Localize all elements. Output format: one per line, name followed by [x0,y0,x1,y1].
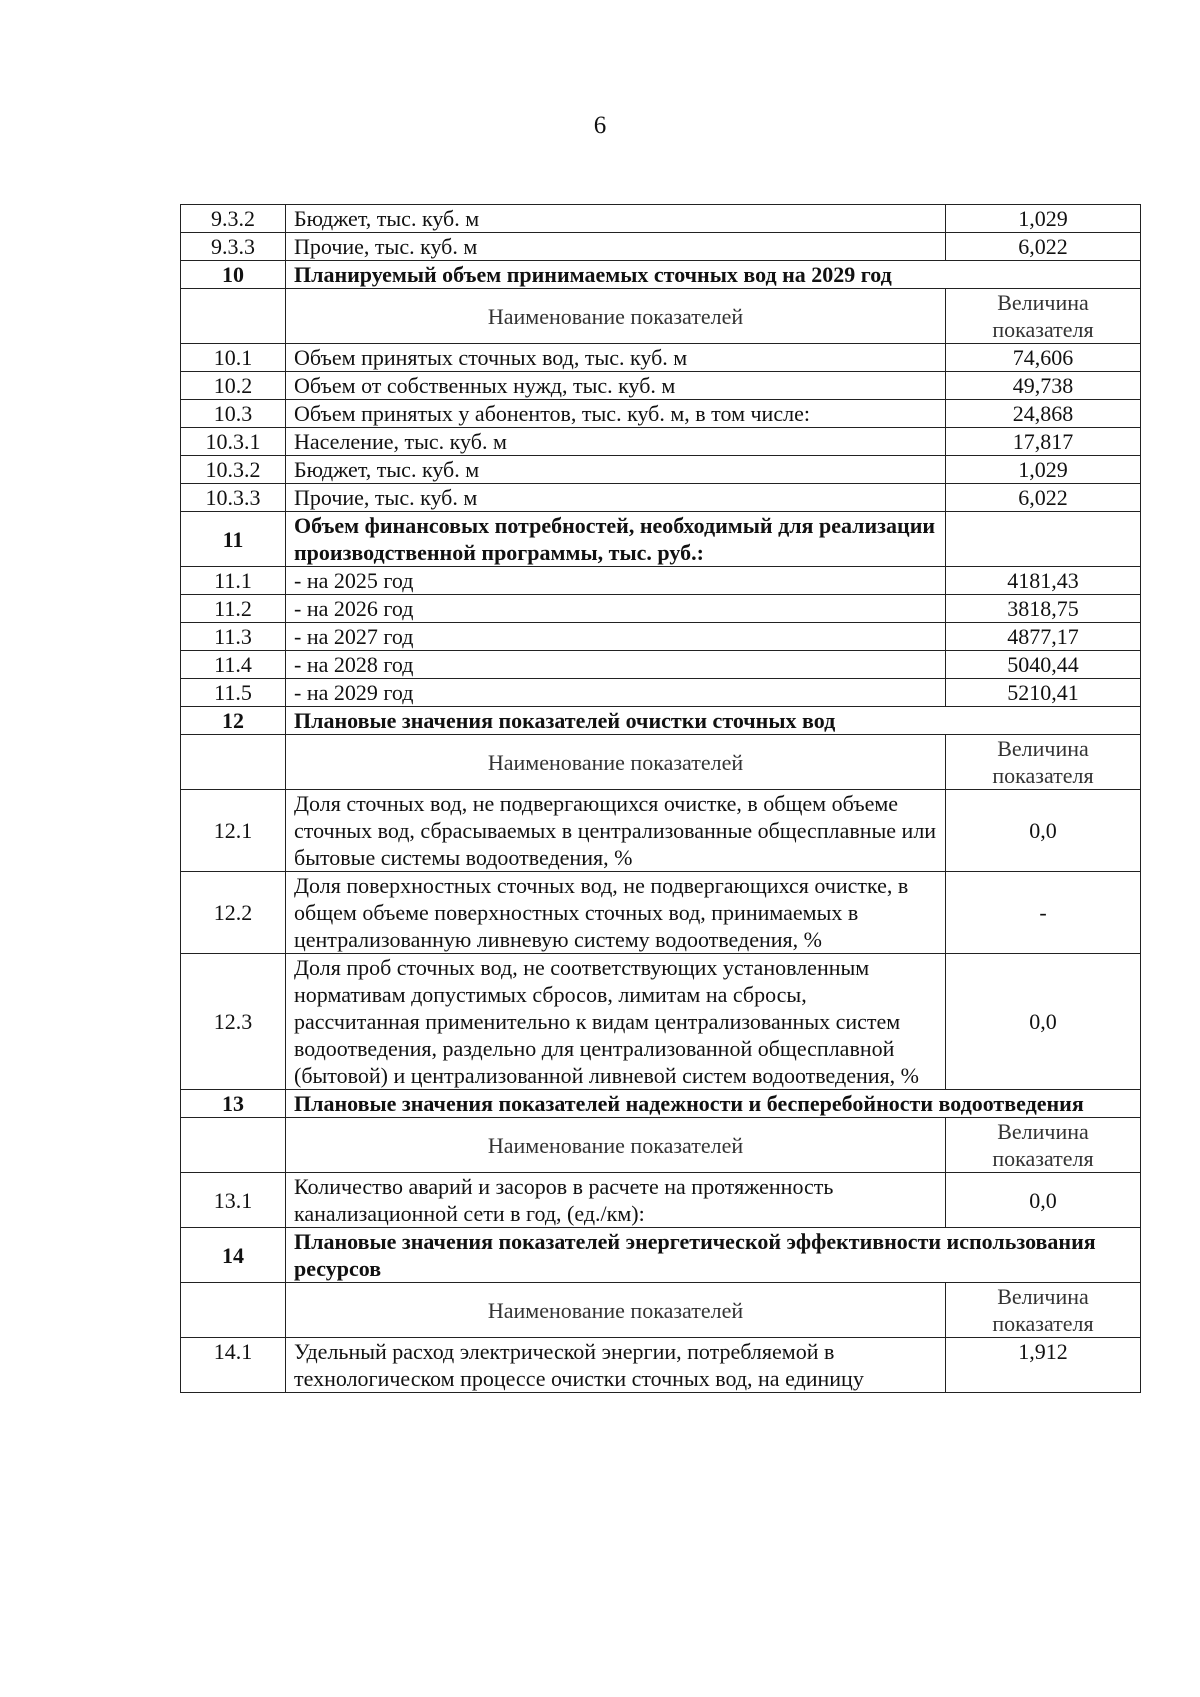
table-header-row [181,1118,1141,1173]
section-number: 11 [181,512,286,567]
page-number: 6 [593,112,607,139]
table-row [181,1338,1141,1393]
indicator-name: Доля проб сточных вод, не соответствующих установленным нормативам допустимых сбросов, лимитам на сбросы, рассчитанная применительно к видам централизованных систем водоотведения, раздельно для централизованной общесплавной (бытовой) и централизованной ливневой систем водоотведения, % [286,954,946,1090]
table-header-row [181,289,1141,344]
row-number: 9.3.2 [181,205,286,233]
table-row [181,872,1141,954]
indicator-name: Удельный расход электрической энергии, потребляемой в технологическом процессе очистки сточных вод, на единицу [286,1338,946,1393]
indicator-name: Бюджет, тыс. куб. м [286,205,946,233]
table-row [181,623,1141,651]
section-row [181,512,1141,567]
row-number: 14.1 [181,1338,286,1393]
indicators-table [180,204,1141,1393]
indicator-name: Прочие, тыс. куб. м [286,233,946,261]
section-value [946,512,1141,567]
row-number: 11.3 [181,623,286,651]
row-number: 10.3.3 [181,484,286,512]
indicator-value: 4181,43 [946,567,1141,595]
row-number: 12.1 [181,790,286,872]
header-value-label: Величина показателя [946,289,1141,344]
table-row [181,205,1141,233]
row-number: 11.1 [181,567,286,595]
indicator-name: - на 2027 год [286,623,946,651]
indicator-value: 4877,17 [946,623,1141,651]
table-row [181,1173,1141,1228]
indicator-value: 74,606 [946,344,1141,372]
table-row [181,428,1141,456]
section-number: 13 [181,1090,286,1118]
row-number: 11.5 [181,679,286,707]
row-number: 10.2 [181,372,286,400]
indicator-value: 0,0 [946,954,1141,1090]
row-number: 11.4 [181,651,286,679]
indicator-value: 24,868 [946,400,1141,428]
table-row [181,567,1141,595]
table-row [181,790,1141,872]
section-title: Планируемый объем принимаемых сточных вод на 2029 год [286,261,1141,289]
indicator-name: Количество аварий и засоров в расчете на протяженность канализационной сети в год, (ед./км): [286,1173,946,1228]
indicator-name: Население, тыс. куб. м [286,428,946,456]
section-number: 10 [181,261,286,289]
table-row [181,484,1141,512]
table-header-row [181,1283,1141,1338]
section-row [181,1228,1141,1283]
table-row [181,456,1141,484]
header-value-label: Величина показателя [946,1118,1141,1173]
section-title: Плановые значения показателей надежности и бесперебойности водоотведения [286,1090,1141,1118]
indicator-name: - на 2026 год [286,595,946,623]
indicator-value: 6,022 [946,233,1141,261]
header-value-label: Величина показателя [946,735,1141,790]
row-number: 12.3 [181,954,286,1090]
header-empty-cell [181,1118,286,1173]
table-row [181,344,1141,372]
row-number: 12.2 [181,872,286,954]
indicator-name: - на 2028 год [286,651,946,679]
row-number: 9.3.3 [181,233,286,261]
indicator-value: 0,0 [946,790,1141,872]
indicator-value: 0,0 [946,1173,1141,1228]
header-value-label: Величина показателя [946,1283,1141,1338]
section-row [181,261,1141,289]
section-row [181,1090,1141,1118]
row-number: 10.1 [181,344,286,372]
row-number: 10.3.1 [181,428,286,456]
header-name-label: Наименование показателей [286,735,946,790]
indicator-value: 1,029 [946,205,1141,233]
indicator-value: 5210,41 [946,679,1141,707]
indicator-value: 49,738 [946,372,1141,400]
indicator-name: Объем принятых у абонентов, тыс. куб. м, в том числе: [286,400,946,428]
indicator-value: 6,022 [946,484,1141,512]
row-number: 11.2 [181,595,286,623]
indicator-name: Прочие, тыс. куб. м [286,484,946,512]
section-number: 14 [181,1228,286,1283]
table-row [181,372,1141,400]
section-title: Плановые значения показателей энергетической эффективности использования ресурсов [286,1228,1141,1283]
indicator-name: Доля сточных вод, не подвергающихся очистке, в общем объеме сточных вод, сбрасываемых в централизованные общесплавные или бытовые системы водоотведения, % [286,790,946,872]
indicator-name: - на 2025 год [286,567,946,595]
table-row [181,233,1141,261]
indicator-name: Бюджет, тыс. куб. м [286,456,946,484]
header-name-label: Наименование показателей [286,1283,946,1338]
indicator-name: Доля поверхностных сточных вод, не подвергающихся очистке, в общем объеме поверхностных сточных вод, принимаемых в централизованную ливневую систему водоотведения, % [286,872,946,954]
indicator-value: 3818,75 [946,595,1141,623]
table-row [181,651,1141,679]
row-number: 10.3 [181,400,286,428]
table-header-row [181,735,1141,790]
indicator-value: 17,817 [946,428,1141,456]
header-empty-cell [181,289,286,344]
table-row [181,400,1141,428]
header-empty-cell [181,735,286,790]
section-title: Плановые значения показателей очистки сточных вод [286,707,1141,735]
section-number: 12 [181,707,286,735]
indicator-value: 5040,44 [946,651,1141,679]
indicator-name: Объем от собственных нужд, тыс. куб. м [286,372,946,400]
header-empty-cell [181,1283,286,1338]
indicator-value: - [946,872,1141,954]
row-number: 13.1 [181,1173,286,1228]
row-number: 10.3.2 [181,456,286,484]
indicator-name: - на 2029 год [286,679,946,707]
indicator-value: 1,029 [946,456,1141,484]
indicator-value: 1,912 [946,1338,1141,1393]
table-row [181,679,1141,707]
section-title: Объем финансовых потребностей, необходимый для реализации производственной программы, тыс. руб.: [286,512,946,567]
table-row [181,595,1141,623]
header-name-label: Наименование показателей [286,1118,946,1173]
section-row [181,707,1141,735]
indicator-name: Объем принятых сточных вод, тыс. куб. м [286,344,946,372]
header-name-label: Наименование показателей [286,289,946,344]
table-row [181,954,1141,1090]
